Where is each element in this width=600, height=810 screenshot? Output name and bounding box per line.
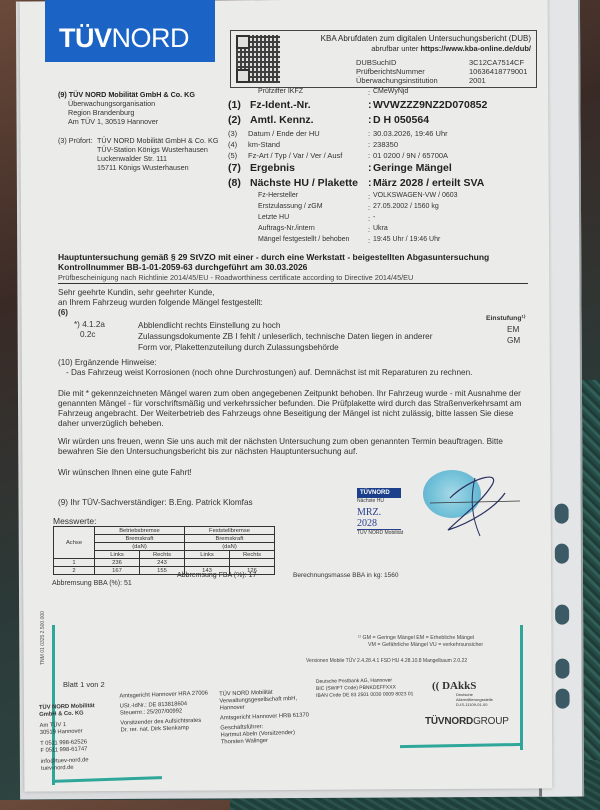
field-colon: : <box>368 236 371 245</box>
field-label: km-Stand <box>248 140 281 149</box>
field-number: (8) <box>228 177 241 189</box>
dakks-sub: Akkreditierungsstelle <box>456 697 493 702</box>
pruefort-line: TÜV NORD Mobilität GmbH & Co. KG <box>97 136 219 145</box>
cell-value: 167 <box>95 567 140 575</box>
field-number: (4) <box>228 140 238 149</box>
field-number: (5) <box>228 151 238 160</box>
header-service-brake: Betriebsbremse <box>95 527 185 535</box>
cell-value: 155 <box>140 567 185 575</box>
header-right: Rechts <box>140 551 185 559</box>
field-label: Prüfziffer IKFZ <box>258 88 303 95</box>
field-value: 238350 <box>373 140 399 149</box>
header-left: Links <box>185 551 230 559</box>
punch-hole <box>556 689 570 709</box>
footer-line: Verwaltungsgesellschaft mbH, <box>219 695 298 705</box>
footer-address <box>39 703 97 773</box>
organisation-block <box>58 90 195 126</box>
footer-line: USt.-IdNr.: DE 813818604 <box>119 701 188 710</box>
legend-line: VM = Gefährliche Mängel VU = verkehrsunsicher <box>368 642 484 648</box>
footer-legal <box>119 690 209 734</box>
field-colon: : <box>368 140 371 149</box>
field-mileage <box>228 140 528 151</box>
footer-line: TÜV NORD Mobilität <box>219 689 273 698</box>
footer-line: Geschäftsführer: <box>220 724 264 732</box>
section-6-label: (6) <box>58 308 69 317</box>
organisation-line: Überwachungsorganisation <box>68 99 156 108</box>
header-brake-force: Bremskraft <box>95 535 185 543</box>
field-label: Fz-Art / Typ / Var / Ver / Ausf <box>248 151 343 160</box>
sticker-date: MRZ. 2028 <box>357 507 401 530</box>
field-label: Fz-Ident.-Nr. <box>250 99 311 111</box>
measurements-title: Messwerte: <box>53 516 97 526</box>
sticker-brand: TÜVNORD <box>357 488 401 498</box>
header-unit: (daN) <box>185 543 275 551</box>
footer-line: GmbH & Co. KG <box>39 710 84 718</box>
notes-text: - Das Fahrzeug weist Korrosionen (noch ohne Durchrostungen) auf. Demnächst ist mit Reparaturen zu rechnen. <box>66 368 473 377</box>
punch-hole <box>555 544 569 564</box>
cell-value <box>185 559 230 567</box>
tuev-nord-logo <box>45 0 215 62</box>
field-colon: : <box>368 162 372 174</box>
field-vin <box>228 99 528 114</box>
brake-measurements-table <box>53 526 275 575</box>
dakks-label: DAkkS <box>442 680 477 692</box>
kba-label: PrüfberichtsNummer <box>356 67 425 76</box>
field-date <box>228 129 528 140</box>
page-number: Blatt 1 von 2 <box>63 680 105 689</box>
closing: Wir wünschen Ihnen eine gute Fahrt! <box>58 468 192 477</box>
field-number: (1) <box>228 99 241 111</box>
footer-line: IBAN Code DE 83 2501 0030 0009 8023 01 <box>316 691 414 699</box>
salutation: Sehr geehrte Kundin, sehr geehrter Kunde, <box>58 288 215 297</box>
cell-value: 126 <box>230 567 275 575</box>
classification-legend <box>358 635 483 649</box>
dakks-sub: D-IS-11109-01-00 <box>456 702 488 707</box>
header-unit: (daN) <box>95 543 185 551</box>
field-label: Letzte HU <box>258 214 290 221</box>
kba-url-link[interactable]: https://www.kba-online.de/dub/ <box>420 44 531 53</box>
divider <box>58 283 528 284</box>
classification-header: Einstufung¹⁾ <box>486 315 526 322</box>
footer-line: TÜV NORD Mobilität <box>38 703 95 711</box>
field-value: Ukra <box>373 225 388 232</box>
field-label: Erstzulassung / zGM <box>258 203 323 210</box>
field-plate <box>228 114 528 129</box>
footer-line: Vorsitzender des Aufsichtsrates <box>120 717 202 727</box>
field-label: Nächste HU / Plakette <box>250 177 358 189</box>
field-label: Ergebnis <box>250 162 295 174</box>
footer-line: Amtsgericht Hannover HRA 27006 <box>119 690 209 700</box>
defect-class: EM <box>507 325 520 334</box>
field-label: Fz-Hersteller <box>258 192 299 199</box>
form-code: TNM 01 0325 2.500.000 <box>40 611 46 665</box>
punch-hole <box>555 659 569 679</box>
field-colon: : <box>368 225 371 234</box>
dakks-mark-icon: (( <box>432 680 440 692</box>
field-colon: : <box>368 114 372 126</box>
field-value: D H 050564 <box>373 114 430 126</box>
field-first-registration <box>228 203 528 214</box>
footer-line: 30519 Hannover <box>39 728 83 736</box>
defect-class: GM <box>507 336 521 345</box>
footer-line: Deutsche Postbank AG, Hannover <box>315 677 393 685</box>
field-number: (7) <box>228 162 241 174</box>
field-value: - <box>373 214 376 221</box>
header-left: Links <box>95 551 140 559</box>
field-value: März 2028 / erteilt SVA <box>373 177 485 189</box>
field-pruefziffer <box>228 88 528 99</box>
vehicle-fields <box>228 88 528 247</box>
dakks-logo <box>432 680 493 707</box>
field-colon: : <box>368 203 371 212</box>
cell-value <box>230 559 275 567</box>
kba-url-prefix: abrufbar unter <box>371 44 419 53</box>
field-label: Mängel festgestellt / behoben <box>258 236 350 243</box>
cell-axle: 1 <box>54 559 95 567</box>
organisation-name: (9) TÜV NORD Mobilität GmbH & Co. KG <box>58 90 195 99</box>
field-value: CMeWyNjd <box>373 88 409 95</box>
cell-value: 236 <box>95 559 140 567</box>
field-next-hu <box>228 177 528 192</box>
kba-url <box>291 44 531 53</box>
field-label: Auftrags-Nr./intern <box>258 225 315 232</box>
kba-value: 3C12CA7514CF <box>469 58 525 67</box>
paragraph-defects: Die mit * gekennzeichneten Mängel waren zum oben angegebenen Zeitpunkt behoben. Ihr Fahrzeug wurde - mit Ausnahme der genannten Mängel - für vorschriftsmäßig und verkehrssicher befunden. Die Prüfplakette wird durch das Straßenverkehrsamt am Fahrzeug angebracht. Der Weiterbetrieb des Fahrzeugs ohne Beseitigung der Mängel ist nicht zulässig, bitte lassen Sie diese daher unverzüglich beheben. <box>58 389 522 428</box>
fba-value: Abbremsung FBA (%): 17 <box>177 572 257 579</box>
field-value: Geringe Mängel <box>373 162 452 174</box>
kba-label: Überwachungsinstitution <box>356 76 438 85</box>
footer-fax: F 0511 998-61747 <box>40 746 88 754</box>
field-type <box>228 151 528 162</box>
notes-title: (10) Ergänzende Hinweise: <box>58 358 157 367</box>
kba-label: DUBSuchID <box>356 58 397 67</box>
field-value: 19:45 Uhr / 19:46 Uhr <box>373 236 441 243</box>
footer-line: Hannover <box>219 704 245 712</box>
dakks-sub: Deutsche <box>456 692 473 697</box>
inspector: (9) Ihr TÜV-Sachverständiger: B.Eng. Patrick Klomfas <box>58 498 253 507</box>
sticker-label: Nächste HU <box>357 498 384 504</box>
kba-value: 10636418779001 <box>469 67 528 76</box>
footer-line: Steuernr.: 25/207/00992 <box>119 708 183 717</box>
punch-hole <box>555 605 569 625</box>
inspection-location <box>58 136 219 172</box>
field-colon: : <box>368 151 371 160</box>
footer-website[interactable]: tuev-nord.de <box>40 764 74 772</box>
defect-code: *) 4.1.2a <box>74 320 105 329</box>
kba-title: KBA Abrufdaten zum digitalen Untersuchungsbericht (DUB) <box>320 34 531 43</box>
field-value: WVWZZZ9NZ2D070852 <box>373 99 488 111</box>
header-parking-brake: Feststellbremse <box>185 527 275 535</box>
field-value: VOLKSWAGEN-VW / 0603 <box>373 192 458 199</box>
footer-line: Dr. rer. nat. Dirk Stenkamp <box>120 725 189 734</box>
defect-text: Zulassungsdokumente ZB I fehlt / unleserlich, technische Daten liegen in anderer <box>138 332 433 341</box>
logo-light: NORD <box>111 23 189 53</box>
group-mid: NORD <box>444 716 474 727</box>
hu-line3: Prüfbescheinigung nach Richtlinie 2014/45/EU - Roadworthiness certificate according to Directive 2014/45/EU <box>58 273 414 282</box>
field-colon: : <box>368 192 371 201</box>
field-label: Datum / Ende der HU <box>248 129 320 138</box>
hu-line2: Kontrollnummer BB-1-01-2059-63 durchgeführt am 30.03.2026 <box>58 262 308 272</box>
defect-text: Abblendlicht rechts Einstellung zu hoch <box>138 321 281 330</box>
organisation-line: Region Brandenburg <box>68 108 135 117</box>
bba-value: Abbremsung BBA (%): 51 <box>52 580 132 587</box>
field-manufacturer <box>228 192 528 203</box>
header-right: Rechts <box>230 551 275 559</box>
defect-text-cont: Form vor, Plakettenzuteilung durch Zulassungsbehörde <box>138 343 339 352</box>
qr-code-icon[interactable] <box>236 35 280 83</box>
footer-management <box>219 688 310 746</box>
footer-bank <box>316 677 414 700</box>
field-last-hu <box>228 214 528 225</box>
field-colon: : <box>368 214 371 223</box>
mass-value: Berechnungsmasse BBA in kg: 1560 <box>293 572 399 579</box>
field-defects-time <box>228 236 528 247</box>
legend-line: ¹⁾ GM = Geringe Mängel EM = Erhebliche Mängel <box>358 635 475 641</box>
cell-value: 143 <box>185 567 230 575</box>
footer-line: Am TÜV 1 <box>39 722 67 729</box>
field-number: (3) <box>228 129 238 138</box>
field-colon: : <box>368 177 372 189</box>
field-value: 01 0200 / 9N / 65700A <box>373 151 449 160</box>
field-value: 27.05.2002 / 1560 kg <box>373 203 439 210</box>
field-label: Amtl. Kennz. <box>250 114 314 126</box>
pruefort-line: 15711 Königs Wusterhausen <box>97 163 189 172</box>
header-brake-force: Bremskraft <box>185 535 275 543</box>
hu-statement <box>58 252 528 283</box>
table-row <box>54 559 275 567</box>
hu-line1: Hauptuntersuchung gemäß § 29 StVZO mit einer - durch eine Werkstatt - beigestellten Abgasuntersuchung <box>58 252 490 262</box>
field-colon: : <box>368 88 371 97</box>
pruefort-line: TÜV-Station Königs Wusterhausen <box>97 145 208 154</box>
field-value: 30.03.2026, 19:46 Uhr <box>373 129 448 138</box>
footer-line: Thorsten Walinger <box>220 737 269 746</box>
defect-code: 0.2c <box>80 330 96 339</box>
kba-info-box <box>230 30 537 88</box>
sticker-org: TÜV NORD Mobilität <box>357 530 404 536</box>
footer-line: Amtsgericht Hannover HRB 61370 <box>219 712 309 722</box>
group-light: GROUP <box>473 716 509 727</box>
footer-phone: T 0511 998-62526 <box>40 739 88 747</box>
frame-line <box>520 625 523 750</box>
footer-email[interactable]: info@tuev-nord.de <box>40 757 89 765</box>
logo-bold: TÜV <box>59 23 112 53</box>
field-order-number <box>228 225 528 236</box>
software-versions: Versionen Mobile TÜV 2.4.28.4.1 FSD HU 4.28.10.8 Mangelbaum 2.0.22 <box>306 658 468 664</box>
field-number: (2) <box>228 114 241 126</box>
header-axle: Achse <box>54 527 95 559</box>
field-colon: : <box>368 99 372 111</box>
organisation-line: Am TÜV 1, 30519 Hannover <box>68 117 159 126</box>
kba-value: 2001 <box>469 76 486 85</box>
footer-line: Hartmut Abeln (Vorsitzender) <box>220 729 296 739</box>
paragraph-next-inspection: Wir würden uns freuen, wenn Sie uns auch mit der nächsten Untersuchung zum oben genannten Termin beauftragen. Bitte bewahren Sie den Untersuchungsbericht bis zur nächsten Hauptuntersuchung auf. <box>58 437 503 456</box>
signature-icon <box>410 468 530 538</box>
group-bold: TÜV <box>425 716 445 727</box>
footer-line: BIC (SWIFT Code) PBNKDEFFXXX <box>315 684 396 692</box>
field-colon: : <box>368 129 371 138</box>
pruefort-label: (3) Prüfort: <box>58 136 93 145</box>
field-result <box>228 162 528 177</box>
tuev-nord-group-logo <box>425 716 509 727</box>
punch-hole <box>555 504 569 524</box>
defects-intro: an Ihrem Fahrzeug wurden folgende Mängel festgestellt: <box>58 298 263 307</box>
pruefort-line: Luckenwalder Str. 111 <box>97 154 168 163</box>
cell-axle: 2 <box>54 567 95 575</box>
cell-value: 243 <box>140 559 185 567</box>
